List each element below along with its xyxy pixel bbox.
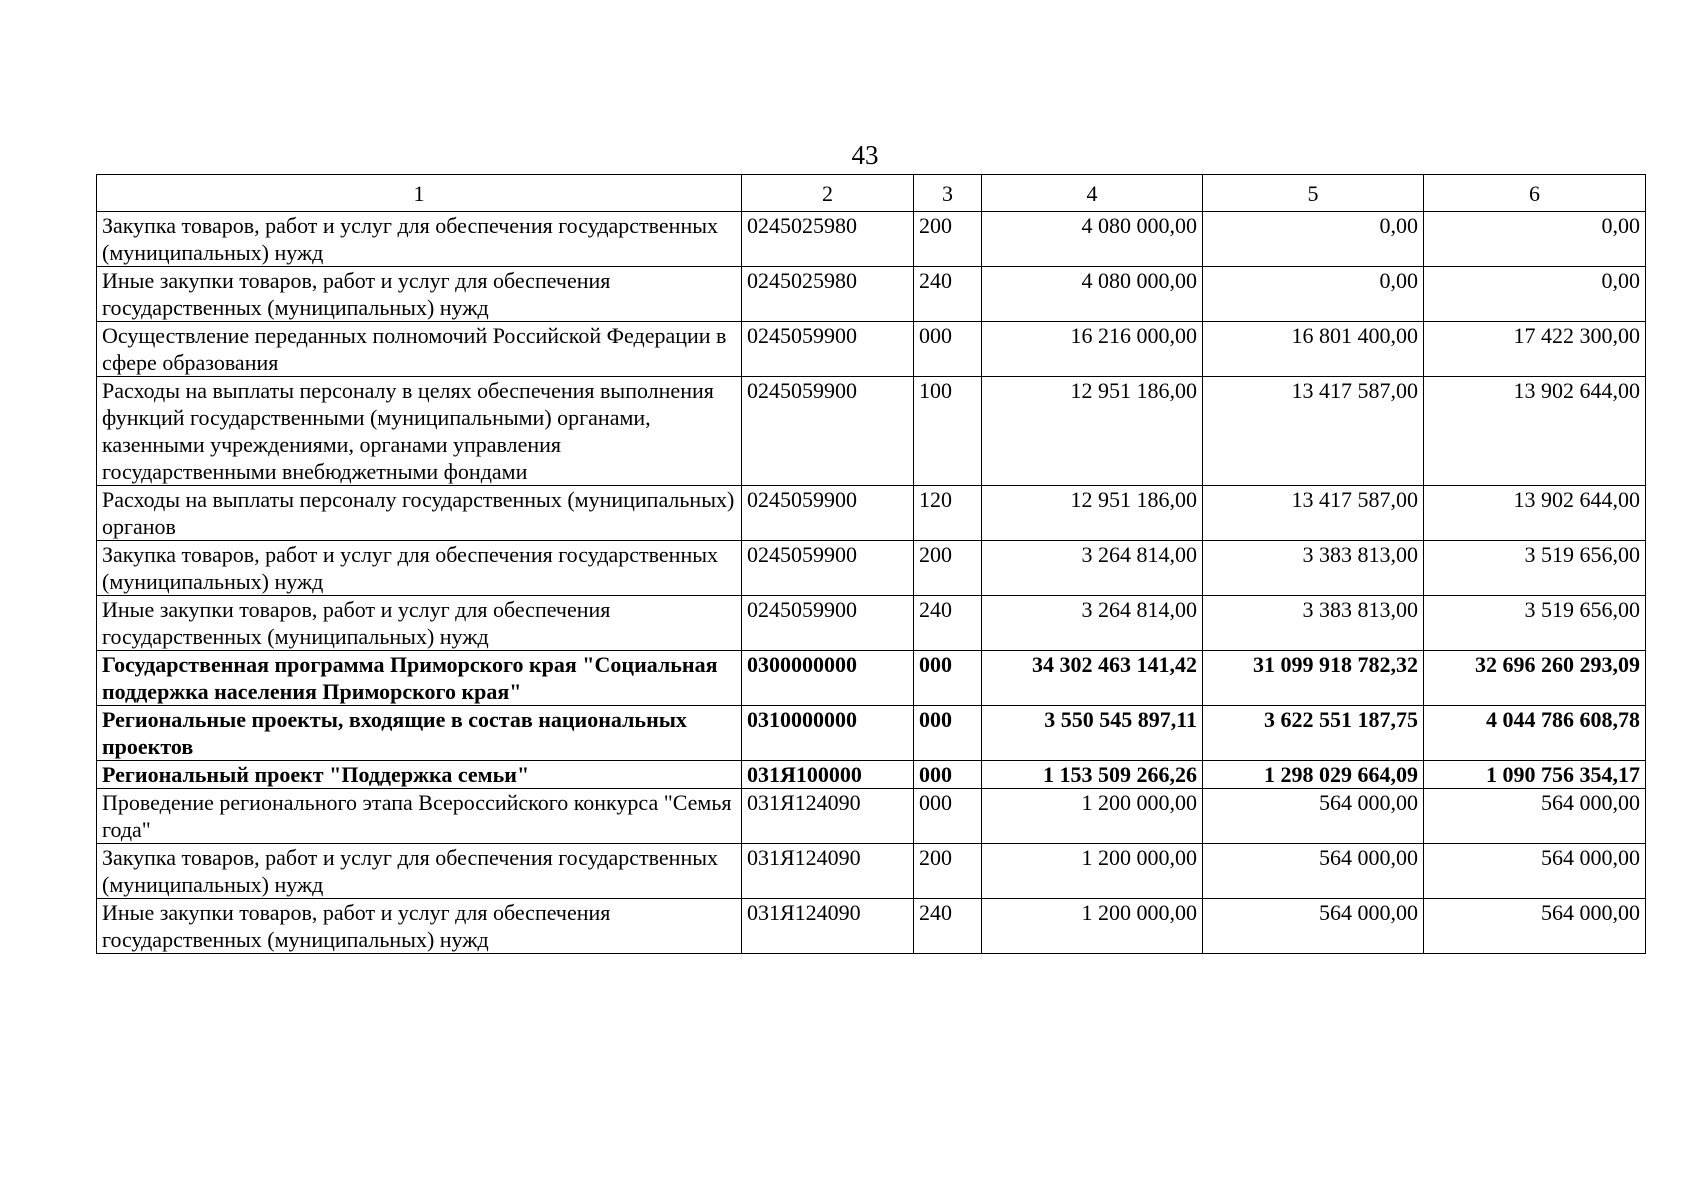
budget-table bbox=[96, 174, 1646, 954]
name-cell: Закупка товаров, работ и услуг для обеспечения государственных (муниципальных) нужд bbox=[97, 212, 742, 267]
column-header-5: 5 bbox=[1203, 175, 1424, 212]
amount-col6-cell: 4 044 786 608,78 bbox=[1424, 706, 1646, 761]
name-cell: Проведение регионального этапа Всероссийского конкурса "Семья года" bbox=[97, 789, 742, 844]
table-row bbox=[97, 486, 1646, 541]
amount-col4-cell: 16 216 000,00 bbox=[982, 322, 1203, 377]
code-cell: 0245059900 bbox=[742, 596, 914, 651]
amount-col5-cell: 16 801 400,00 bbox=[1203, 322, 1424, 377]
amount-col6-cell: 0,00 bbox=[1424, 212, 1646, 267]
name-cell: Иные закупки товаров, работ и услуг для обеспечения государственных (муниципальных) нужд bbox=[97, 899, 742, 954]
table-row bbox=[97, 212, 1646, 267]
amount-col4-cell: 3 264 814,00 bbox=[982, 596, 1203, 651]
name-cell: Иные закупки товаров, работ и услуг для обеспечения государственных (муниципальных) нужд bbox=[97, 596, 742, 651]
expense-type-cell: 000 bbox=[914, 789, 982, 844]
amount-col6-cell: 0,00 bbox=[1424, 267, 1646, 322]
code-cell: 031Я100000 bbox=[742, 761, 914, 789]
code-cell: 0245059900 bbox=[742, 541, 914, 596]
amount-col6-cell: 3 519 656,00 bbox=[1424, 541, 1646, 596]
amount-col6-cell: 32 696 260 293,09 bbox=[1424, 651, 1646, 706]
amount-col5-cell: 1 298 029 664,09 bbox=[1203, 761, 1424, 789]
amount-col5-cell: 564 000,00 bbox=[1203, 899, 1424, 954]
amount-col6-cell: 564 000,00 bbox=[1424, 844, 1646, 899]
amount-col4-cell: 3 264 814,00 bbox=[982, 541, 1203, 596]
amount-col6-cell: 564 000,00 bbox=[1424, 789, 1646, 844]
expense-type-cell: 200 bbox=[914, 541, 982, 596]
code-cell: 0245059900 bbox=[742, 322, 914, 377]
expense-type-cell: 240 bbox=[914, 899, 982, 954]
code-cell: 0245025980 bbox=[742, 267, 914, 322]
expense-type-cell: 200 bbox=[914, 212, 982, 267]
amount-col6-cell: 17 422 300,00 bbox=[1424, 322, 1646, 377]
amount-col6-cell: 13 902 644,00 bbox=[1424, 486, 1646, 541]
amount-col5-cell: 0,00 bbox=[1203, 212, 1424, 267]
name-cell: Закупка товаров, работ и услуг для обеспечения государственных (муниципальных) нужд bbox=[97, 541, 742, 596]
page-number: 43 bbox=[851, 140, 879, 170]
table-body bbox=[97, 212, 1646, 954]
amount-col5-cell: 3 383 813,00 bbox=[1203, 596, 1424, 651]
amount-col4-cell: 1 153 509 266,26 bbox=[982, 761, 1203, 789]
amount-col4-cell: 34 302 463 141,42 bbox=[982, 651, 1203, 706]
amount-col4-cell: 12 951 186,00 bbox=[982, 486, 1203, 541]
table-row bbox=[97, 322, 1646, 377]
code-cell: 0245059900 bbox=[742, 486, 914, 541]
amount-col5-cell: 564 000,00 bbox=[1203, 789, 1424, 844]
column-header-1: 1 bbox=[97, 175, 742, 212]
table-row bbox=[97, 377, 1646, 486]
amount-col5-cell: 13 417 587,00 bbox=[1203, 377, 1424, 486]
amount-col4-cell: 12 951 186,00 bbox=[982, 377, 1203, 486]
amount-col6-cell: 564 000,00 bbox=[1424, 899, 1646, 954]
table-row bbox=[97, 267, 1646, 322]
amount-col4-cell: 1 200 000,00 bbox=[982, 844, 1203, 899]
amount-col5-cell: 13 417 587,00 bbox=[1203, 486, 1424, 541]
table-row bbox=[97, 899, 1646, 954]
amount-col5-cell: 3 383 813,00 bbox=[1203, 541, 1424, 596]
expense-type-cell: 200 bbox=[914, 844, 982, 899]
code-cell: 031Я124090 bbox=[742, 789, 914, 844]
amount-col6-cell: 3 519 656,00 bbox=[1424, 596, 1646, 651]
name-cell: Расходы на выплаты персоналу в целях обеспечения выполнения функций государственными (муниципальными) органами, казенными учреждениями, органами управления государственными внебюджетными фондами bbox=[97, 377, 742, 486]
amount-col5-cell: 564 000,00 bbox=[1203, 844, 1424, 899]
column-header-3: 3 bbox=[914, 175, 982, 212]
amount-col6-cell: 13 902 644,00 bbox=[1424, 377, 1646, 486]
column-header-4: 4 bbox=[982, 175, 1203, 212]
expense-type-cell: 120 bbox=[914, 486, 982, 541]
table-row bbox=[97, 651, 1646, 706]
amount-col4-cell: 4 080 000,00 bbox=[982, 212, 1203, 267]
expense-type-cell: 240 bbox=[914, 267, 982, 322]
expense-type-cell: 000 bbox=[914, 706, 982, 761]
code-cell: 0300000000 bbox=[742, 651, 914, 706]
expense-type-cell: 100 bbox=[914, 377, 982, 486]
name-cell: Иные закупки товаров, работ и услуг для обеспечения государственных (муниципальных) нужд bbox=[97, 267, 742, 322]
code-cell: 0245025980 bbox=[742, 212, 914, 267]
table-row bbox=[97, 541, 1646, 596]
code-cell: 031Я124090 bbox=[742, 844, 914, 899]
column-header-2: 2 bbox=[742, 175, 914, 212]
name-cell: Осуществление переданных полномочий Российской Федерации в сфере образования bbox=[97, 322, 742, 377]
expense-type-cell: 000 bbox=[914, 761, 982, 789]
table-row bbox=[97, 789, 1646, 844]
amount-col4-cell: 3 550 545 897,11 bbox=[982, 706, 1203, 761]
code-cell: 0245059900 bbox=[742, 377, 914, 486]
expense-type-cell: 240 bbox=[914, 596, 982, 651]
name-cell: Расходы на выплаты персоналу государственных (муниципальных) органов bbox=[97, 486, 742, 541]
amount-col5-cell: 3 622 551 187,75 bbox=[1203, 706, 1424, 761]
table-row bbox=[97, 706, 1646, 761]
table-row bbox=[97, 844, 1646, 899]
code-cell: 0310000000 bbox=[742, 706, 914, 761]
expense-type-cell: 000 bbox=[914, 651, 982, 706]
expense-type-cell: 000 bbox=[914, 322, 982, 377]
code-cell: 031Я124090 bbox=[742, 899, 914, 954]
amount-col6-cell: 1 090 756 354,17 bbox=[1424, 761, 1646, 789]
column-header-6: 6 bbox=[1424, 175, 1646, 212]
amount-col4-cell: 1 200 000,00 bbox=[982, 789, 1203, 844]
name-cell: Региональные проекты, входящие в состав национальных проектов bbox=[97, 706, 742, 761]
amount-col5-cell: 31 099 918 782,32 bbox=[1203, 651, 1424, 706]
table-header-row bbox=[97, 175, 1646, 212]
name-cell: Государственная программа Приморского края "Социальная поддержка населения Приморского края" bbox=[97, 651, 742, 706]
name-cell: Региональный проект "Поддержка семьи" bbox=[97, 761, 742, 789]
amount-col4-cell: 1 200 000,00 bbox=[982, 899, 1203, 954]
table-row bbox=[97, 761, 1646, 789]
table-row bbox=[97, 596, 1646, 651]
name-cell: Закупка товаров, работ и услуг для обеспечения государственных (муниципальных) нужд bbox=[97, 844, 742, 899]
amount-col5-cell: 0,00 bbox=[1203, 267, 1424, 322]
amount-col4-cell: 4 080 000,00 bbox=[982, 267, 1203, 322]
